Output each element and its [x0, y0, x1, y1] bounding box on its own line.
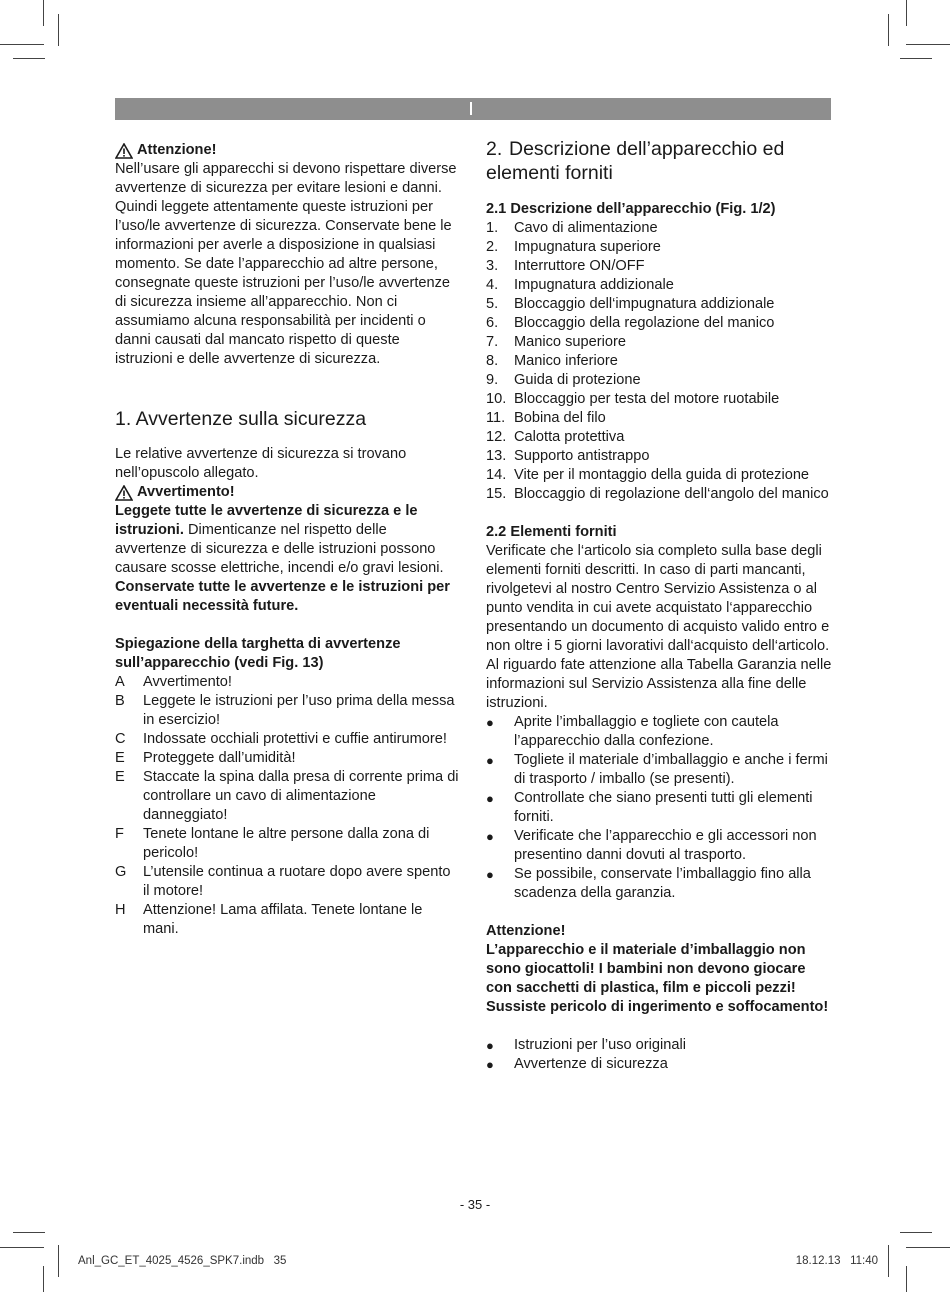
list-item: 14. Vite per il montaggio della guida di protezione [486, 467, 810, 483]
crop-mark [0, 1247, 44, 1248]
section-1-title: 1. Avvertenze sulla sicurezza [115, 408, 367, 430]
warning-paragraph [115, 502, 460, 578]
crop-mark [43, 1266, 44, 1292]
section-1-intro: Le relative avvertenze di sicurezza si trovano nell’opuscolo allegato. [115, 446, 407, 481]
parts-list [486, 219, 832, 504]
warning-keep-text: Conservate tutte le avvertenze e le istruzioni per eventuali necessità future. [115, 579, 450, 614]
warning-triangle-icon [115, 143, 133, 159]
list-item: ● Avvertenze di sicurezza [486, 1056, 668, 1072]
header-bar [115, 98, 831, 120]
warning-heading [115, 483, 460, 502]
file-slug: Anl_GC_ET_4025_4526_SPK7.indb 35 [78, 1255, 287, 1267]
warning-text: Dimenticanze nel rispetto delle avvertenze di sicurezza e delle istruzioni possono causare scosse elettriche, incendi e/o gravi lesioni. [115, 522, 444, 576]
bullet-icon: ● [486, 867, 494, 882]
crop-mark [900, 1232, 932, 1233]
list-item: 15. Bloccaggio di regolazione dell‘angolo del manico [486, 486, 829, 502]
scope-of-delivery-paragraph: Verificate che l‘articolo sia completo sulla base degli elementi forniti descritti. In caso di parti mancanti, rivolgetevi al nostro Centro Servizio Assistenza o al punto vendita in cui avete acquistato l‘apparecchio presentando un documento di acquisto valido entro e non oltre i 5 giorni lavorativi dall‘acquisto dell‘articolo. Al riguardo fate attenzione alla Tabella Garanzia nelle informazioni sul Servizio Assistenza alla fine delle istruzioni. [486, 543, 832, 711]
crop-mark [13, 58, 45, 59]
list-item: F Tenete lontane le altre persone dalla zona di pericolo! [115, 826, 430, 861]
list-item: ● Controllate che siano presenti tutti gli elementi forniti. [486, 790, 813, 825]
list-item: 6. Bloccaggio della regolazione del manico [486, 315, 775, 331]
subsection-2-1-title: 2.1 Descrizione dell’apparecchio (Fig. 1/2) [486, 201, 776, 217]
list-item: ● Istruzioni per l’uso originali [486, 1037, 686, 1053]
bullet-icon: ● [486, 753, 494, 768]
list-item: 2. Impugnatura superiore [486, 239, 661, 255]
bullet-icon: ● [486, 1057, 494, 1072]
crop-mark [0, 44, 44, 45]
label-explanation-heading: Spiegazione della targhetta di avvertenze sull’apparecchio (vedi Fig. 13) [115, 636, 401, 671]
crop-mark [888, 1245, 889, 1277]
list-item: ● Verificate che l’apparecchio e gli accessori non presentino danni dovuti al trasporto. [486, 828, 817, 863]
date-time-slug: 18.12.13 11:40 [795, 1255, 878, 1267]
list-item: C Indossate occhiali protettivi e cuffie antirumore! [115, 731, 447, 747]
subsection-2-2-title: 2.2 Elementi forniti [486, 524, 617, 540]
list-item: 11. Bobina del filo [486, 410, 606, 426]
right-column [486, 138, 832, 1074]
list-item: 13. Supporto antistrappo [486, 448, 650, 464]
unpacking-bullet-list [486, 713, 832, 903]
list-item: 9. Guida di protezione [486, 372, 641, 388]
list-item: H Attenzione! Lama affilata. Tenete lontane le mani. [115, 902, 423, 937]
page-number: - 35 - [459, 1197, 491, 1212]
list-item: 5. Bloccaggio dell‘impugnatura addizionale [486, 296, 775, 312]
crop-mark [906, 1247, 950, 1248]
list-item: E Proteggete dall’umidità! [115, 750, 296, 766]
list-item: 3. Interruttore ON/OFF [486, 258, 645, 274]
list-item: 7. Manico superiore [486, 334, 626, 350]
crop-mark [58, 14, 59, 46]
attention-paragraph: Nell’usare gli apparecchi si devono rispettare diverse avvertenze di sicurezza per evitare lesioni e danni. Quindi leggete attentamente queste istruzioni per l’uso/le avvertenze di sicurezza. Conservate bene le informazioni per averle a disposizione in qualsiasi momento. Se date l’apparecchio ad altre persone, consegnate queste istruzioni per l’uso/le avvertenze di sicurezza insieme all’apparecchio. Non ci assumiamo alcuna responsabilità per incidenti o danni causati dal mancato rispetto di queste istruzioni e delle avvertenze di sicurezza. [115, 161, 457, 367]
list-item: ● Se possibile, conservate l’imballaggio fino alla scadenza della garanzia. [486, 866, 811, 901]
list-item: G L’utensile continua a ruotare dopo avere spento il motore! [115, 864, 451, 899]
list-item: 8. Manico inferiore [486, 353, 618, 369]
warning-bold-text: Leggete tutte le avvertenze di sicurezza e le istruzioni. [115, 503, 418, 538]
attention-title: Attenzione! [137, 142, 217, 158]
bullet-icon: ● [486, 1038, 494, 1053]
list-item: 4. Impugnatura addizionale [486, 277, 674, 293]
list-item: 1. Cavo di alimentazione [486, 220, 658, 236]
crop-mark [58, 1245, 59, 1277]
attention-2-text: L’apparecchio e il materiale d’imballaggio non sono giocattoli! I bambini non devono giocare con sacchetti di plastica, film e piccoli pezzi! Sussiste pericolo di ingerimento e soffocamento! [486, 942, 829, 1015]
left-column [115, 141, 460, 939]
warning-title: Avvertimento! [137, 484, 235, 500]
crop-mark [906, 1266, 907, 1292]
attention-2-title: Attenzione! [486, 923, 566, 939]
bullet-icon: ● [486, 715, 494, 730]
bullet-icon: ● [486, 829, 494, 844]
crop-mark [888, 14, 889, 46]
crop-mark [900, 58, 932, 59]
list-item: A Avvertimento! [115, 674, 232, 690]
section-2-title: 2. Descrizione dell’apparecchio ed elementi forniti [486, 138, 785, 184]
label-items-list [115, 673, 460, 939]
crop-mark [13, 1232, 45, 1233]
warning-triangle-icon [115, 485, 133, 501]
list-item: 12. Calotta protettiva [486, 429, 625, 445]
crop-mark [906, 44, 950, 45]
list-item: ● Togliete il materiale d’imballaggio e anche i fermi di trasporto / imballo (se presenti). [486, 752, 828, 787]
list-item: 10. Bloccaggio per testa del motore ruotabile [486, 391, 780, 407]
crop-mark [906, 0, 907, 26]
list-item: ● Aprite l’imballaggio e togliete con cautela l’apparecchio dalla confezione. [486, 714, 779, 749]
attention-heading [115, 141, 460, 160]
bullet-icon: ● [486, 791, 494, 806]
language-marker [470, 102, 472, 115]
list-item: E Staccate la spina dalla presa di corrente prima di controllare un cavo di alimentazione danneggiato! [115, 769, 459, 823]
delivery-items-list [486, 1036, 832, 1074]
list-item: B Leggete le istruzioni per l’uso prima della messa in esercizio! [115, 693, 455, 728]
crop-mark [43, 0, 44, 26]
